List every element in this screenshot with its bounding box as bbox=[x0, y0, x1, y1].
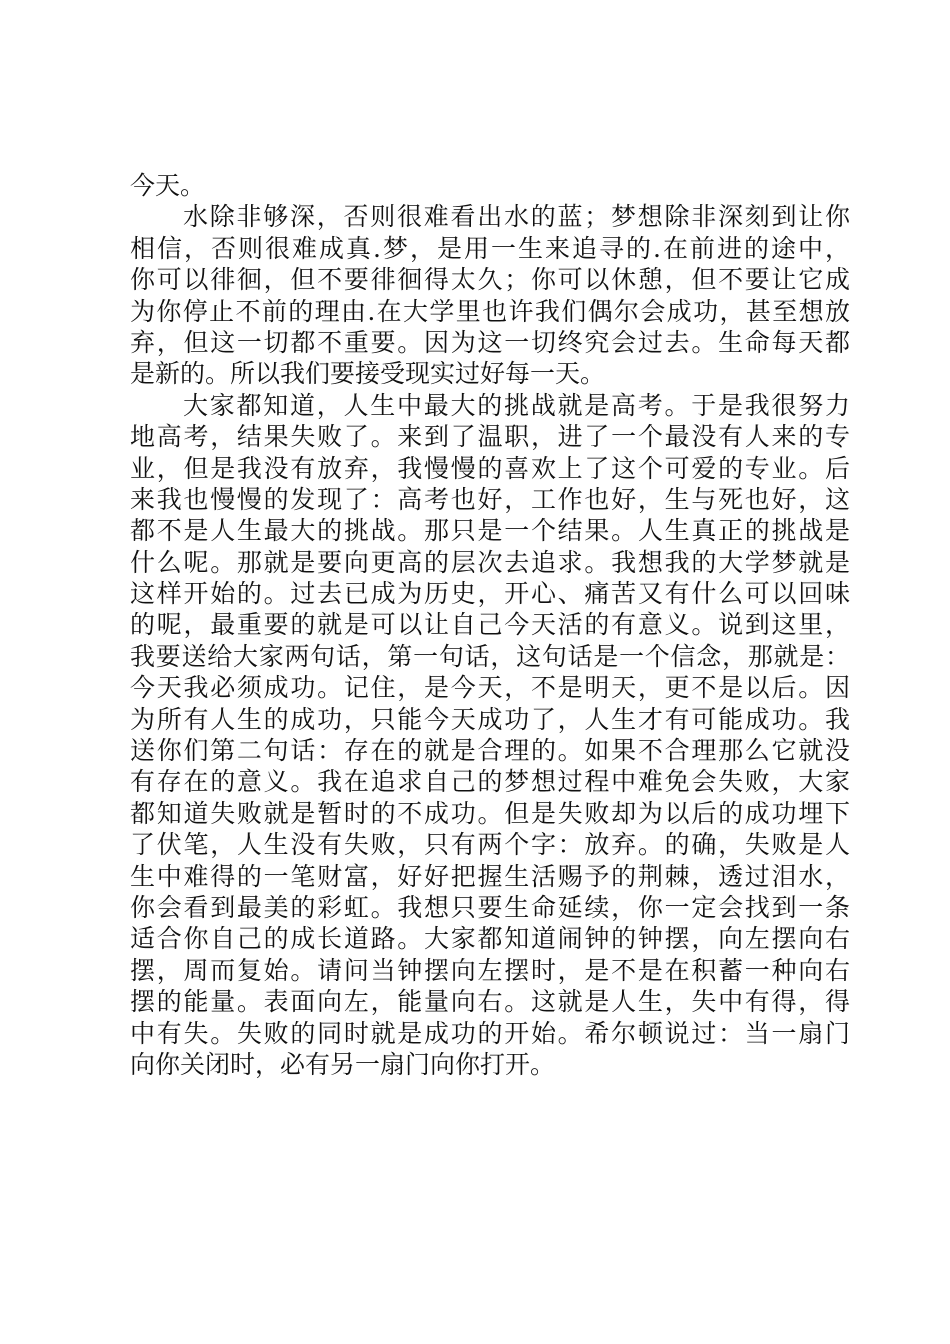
text-line: 为你停止不前的理由.在大学里也许我们偶尔会成功，甚至想放 bbox=[130, 296, 850, 326]
text-line: 为所有人生的成功，只能今天成功了，人生才有可能成功。我 bbox=[130, 704, 850, 734]
text-line: 什么呢。那就是要向更高的层次去追求。我想我的大学梦就是 bbox=[130, 547, 850, 577]
text-line: 都知道失败就是暂时的不成功。但是失败却为以后的成功埋下 bbox=[130, 798, 850, 828]
text-line: 你可以徘徊，但不要徘徊得太久；你可以休憩，但不要让它成 bbox=[130, 265, 850, 295]
text-line: 的呢，最重要的就是可以让自己今天活的有意义。说到这里， bbox=[130, 610, 850, 640]
body-text bbox=[130, 170, 850, 1080]
text-line: 中有失。失败的同时就是成功的开始。希尔顿说过：当一扇门 bbox=[130, 1018, 850, 1048]
text-line: 你会看到最美的彩虹。我想只要生命延续，你一定会找到一条 bbox=[130, 892, 850, 922]
text-line: 摆，周而复始。请问当钟摆向左摆时，是不是在积蓄一种向右 bbox=[130, 955, 850, 985]
text-line: 今天我必须成功。记住，是今天，不是明天，更不是以后。因 bbox=[130, 673, 850, 703]
text-line: 相信，否则很难成真.梦，是用一生来追寻的.在前进的途中， bbox=[130, 233, 850, 263]
text-line: 我要送给大家两句话，第一句话，这句话是一个信念，那就是： bbox=[130, 641, 850, 671]
text-line: 送你们第二句话：存在的就是合理的。如果不合理那么它就没 bbox=[130, 736, 850, 766]
text-line: 了伏笔，人生没有失败，只有两个字：放弃。的确，失败是人 bbox=[130, 830, 850, 860]
text-line: 摆的能量。表面向左，能量向右。这就是人生，失中有得，得 bbox=[130, 987, 850, 1017]
text-line: 业，但是我没有放弃，我慢慢的喜欢上了这个可爱的专业。后 bbox=[130, 453, 850, 483]
text-line: 向你关闭时，必有另一扇门向你打开。 bbox=[130, 1049, 556, 1079]
text-line: 有存在的意义。我在追求自己的梦想过程中难免会失败，大家 bbox=[130, 767, 850, 797]
text-line: 这样开始的。过去已成为历史，开心、痛苦又有什么可以回味 bbox=[130, 579, 850, 609]
paragraph-first-line: 大家都知道，人生中最大的挑战就是高考。于是我很努力 bbox=[183, 390, 850, 420]
text-line: 生中难得的一笔财富，好好把握生活赐予的荆棘，透过泪水， bbox=[130, 861, 850, 891]
text-line: 适合你自己的成长道路。大家都知道闹钟的钟摆，向左摆向右 bbox=[130, 924, 850, 954]
text-line: 是新的。所以我们要接受现实过好每一天。 bbox=[130, 359, 606, 389]
text-line: 都不是人生最大的挑战。那只是一个结果。人生真正的挑战是 bbox=[130, 516, 850, 546]
text-line: 来我也慢慢的发现了：高考也好，工作也好，生与死也好，这 bbox=[130, 484, 850, 514]
paragraph-first-line: 水除非够深，否则很难看出水的蓝；梦想除非深刻到让你 bbox=[183, 202, 850, 232]
text-line: 弃，但这一切都不重要。因为这一切终究会过去。生命每天都 bbox=[130, 327, 850, 357]
text-line: 今天。 bbox=[130, 171, 206, 200]
text-line: 地高考，结果失败了。来到了温职，进了一个最没有人来的专 bbox=[130, 422, 850, 452]
